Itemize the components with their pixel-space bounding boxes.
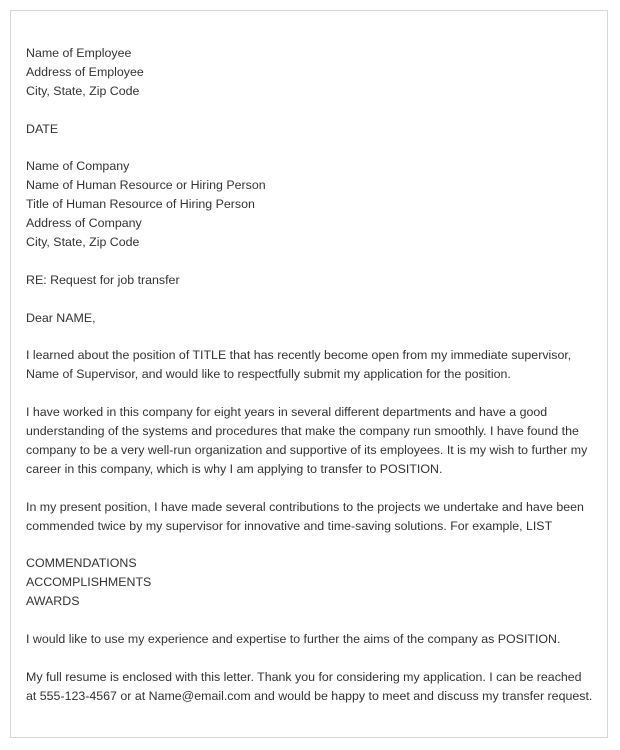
paragraph-line: Name of Supervisor, and would like to respectfully submit my application for the position. (26, 367, 511, 382)
paragraph-line: understanding of the systems and procedures that make the company run smoothly. I have found the (26, 424, 579, 439)
paragraph-line: I have worked in this company for eight years in several different departments and have a good (26, 405, 548, 420)
date-block (26, 120, 601, 139)
salutation-text: Dear NAME, (26, 310, 96, 325)
subject-text: RE: Request for job transfer (26, 272, 180, 287)
list-item: COMMENDATIONS (26, 556, 137, 571)
paragraph-closing (26, 668, 601, 706)
list-item: ACCOMPLISHMENTS (26, 575, 152, 590)
paragraph-goal (26, 630, 601, 649)
employee-city-state-zip: City, State, Zip Code (26, 83, 140, 98)
salutation (26, 309, 601, 328)
paragraph-line: company to be a very well-run organization and supportive of its employees. It is my wish to further my (26, 442, 588, 457)
subject-line (26, 271, 601, 290)
hr-person-name: Name of Human Resource or Hiring Person (26, 178, 266, 193)
paragraph-line: career in this company, which is why I am applying to transfer to POSITION. (26, 461, 443, 476)
paragraph-line: at 555-123-4567 or at Name@email.com and would be happy to meet and discuss my transfer request. (26, 688, 593, 703)
letter-date: DATE (26, 121, 59, 136)
letter-body (26, 44, 601, 724)
employee-address: Address of Employee (26, 64, 144, 79)
paragraph-line: I learned about the position of TITLE that has recently become open from my immediate supervisor, (26, 348, 572, 363)
achievements-list (26, 554, 601, 611)
paragraph-line: My full resume is enclosed with this letter. Thank you for considering my application. I can be reached (26, 669, 582, 684)
list-item: AWARDS (26, 594, 80, 609)
company-address-block (26, 157, 601, 252)
document-page (10, 10, 608, 738)
hr-person-title: Title of Human Resource of Hiring Person (26, 197, 255, 212)
paragraph-line: I would like to use my experience and expertise to further the aims of the company as POSITION. (26, 631, 561, 646)
paragraph-intro (26, 346, 601, 384)
paragraph-line: commended twice by my supervisor for innovative and time-saving solutions. For example, LIST (26, 518, 553, 533)
employee-name: Name of Employee (26, 46, 132, 60)
paragraph-experience (26, 403, 601, 479)
company-city-state-zip: City, State, Zip Code (26, 235, 140, 250)
company-name: Name of Company (26, 159, 130, 174)
employee-address-block (26, 44, 601, 101)
paragraph-line: In my present position, I have made several contributions to the projects we undertake and have been (26, 499, 584, 514)
company-address: Address of Company (26, 216, 142, 231)
paragraph-contributions (26, 498, 601, 536)
